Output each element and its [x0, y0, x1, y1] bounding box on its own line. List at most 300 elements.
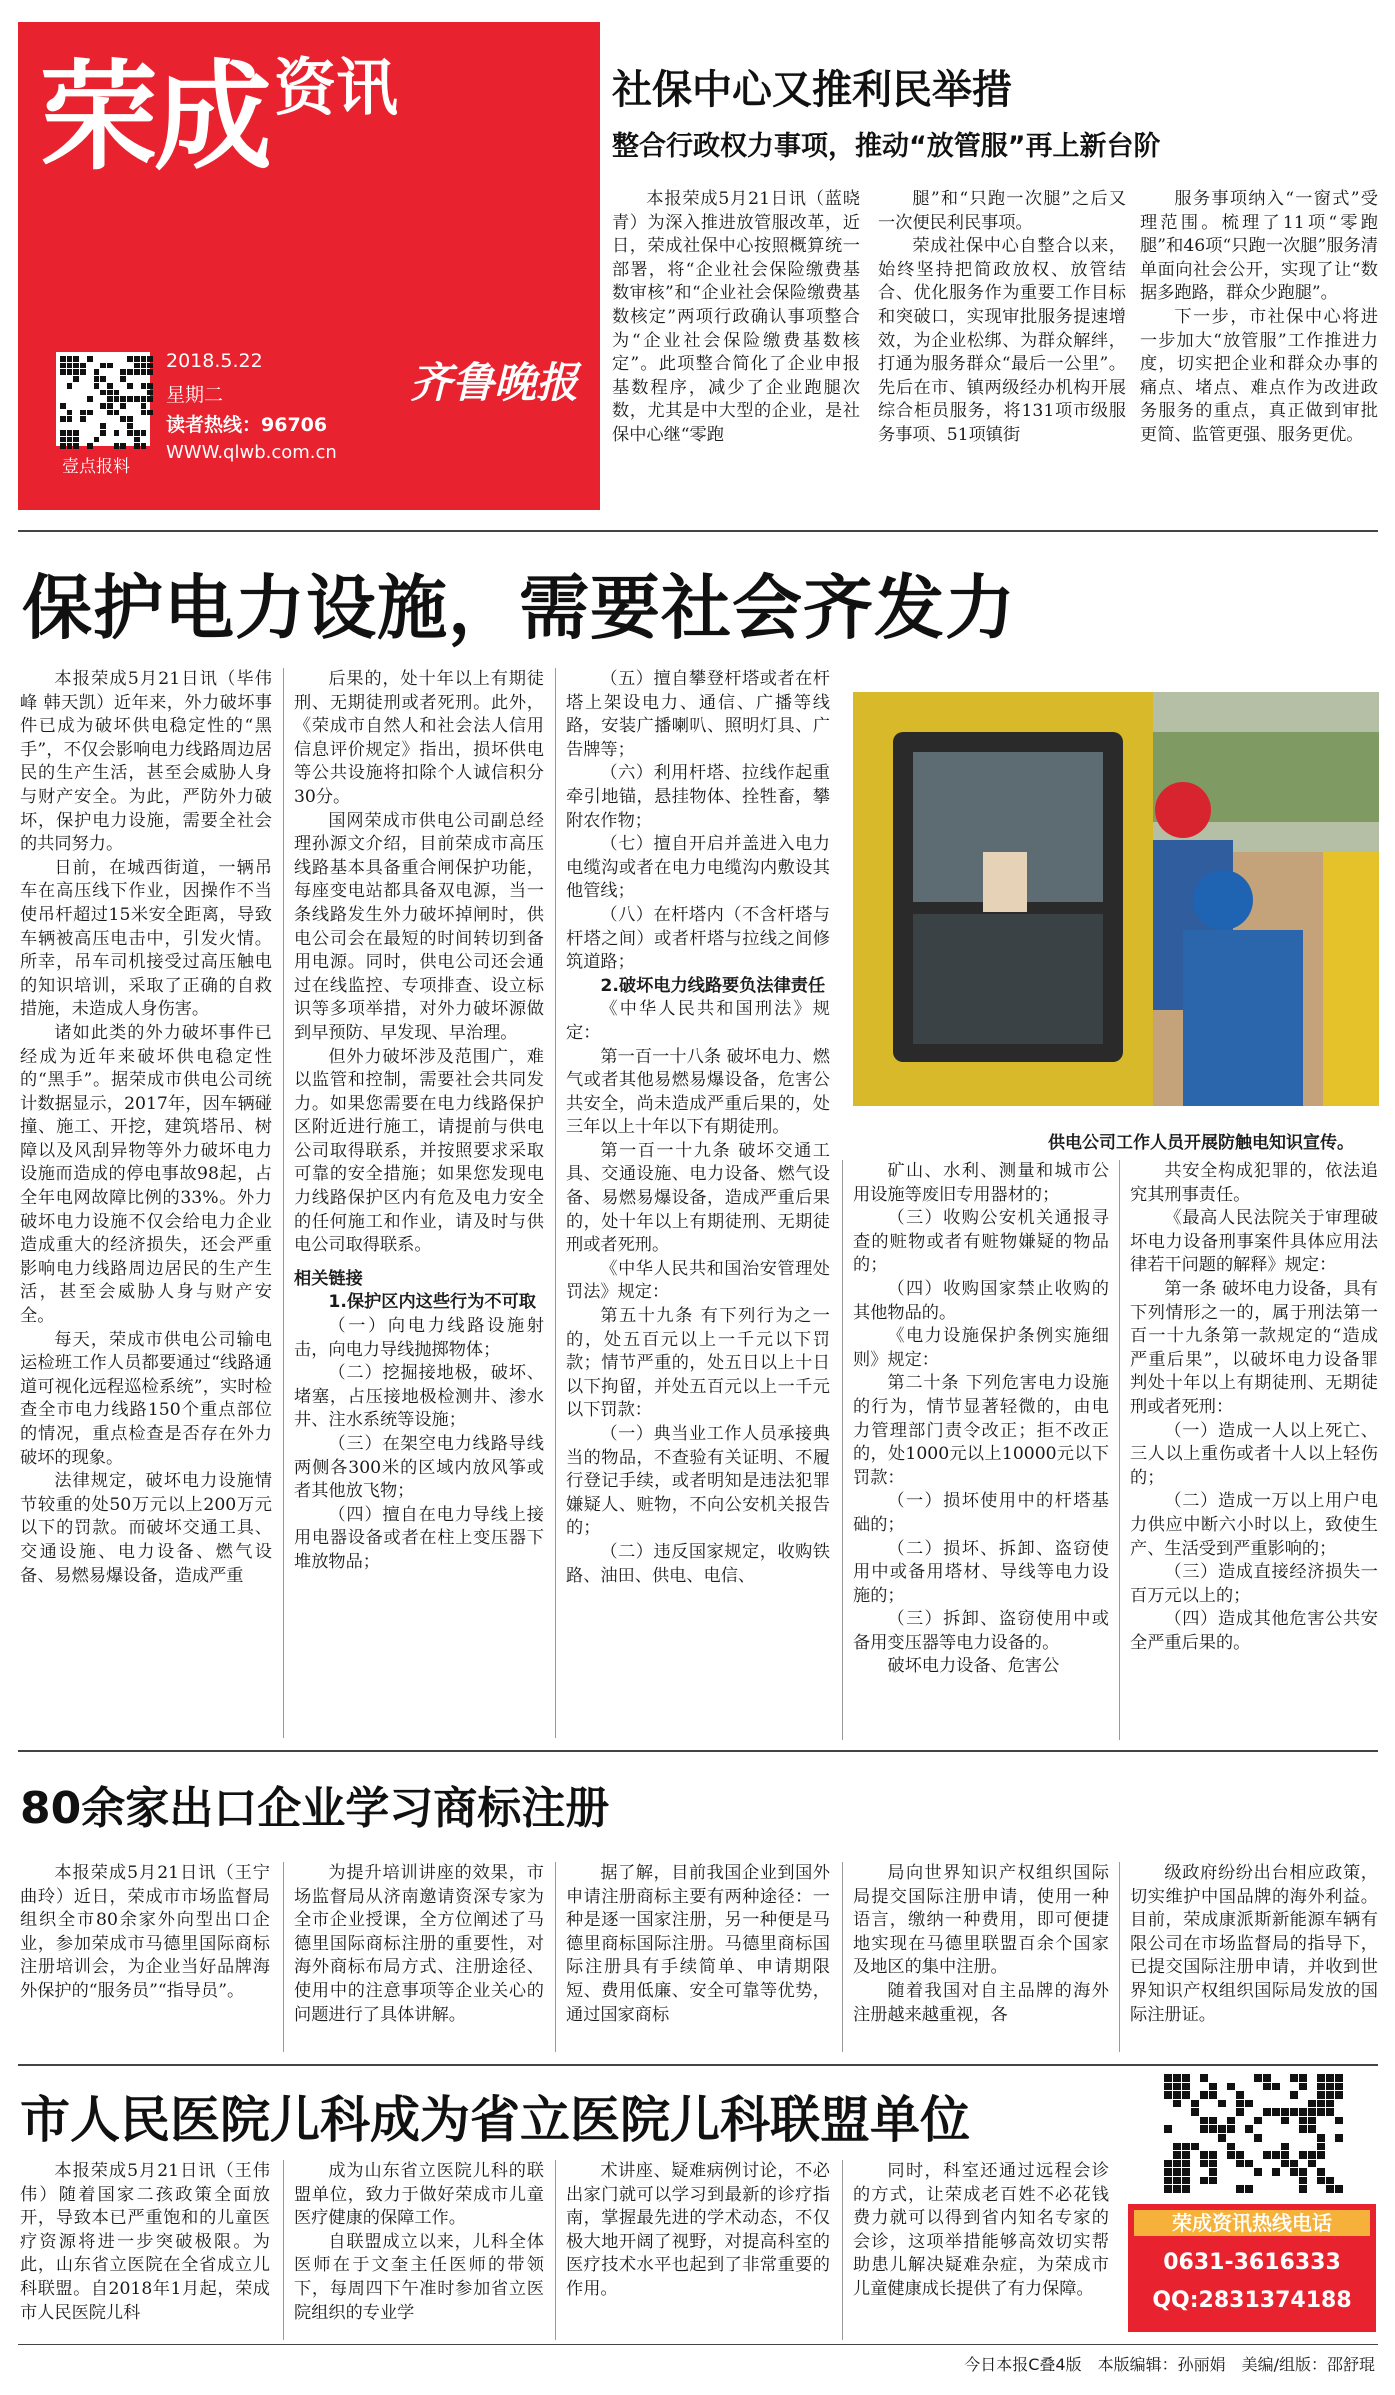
qr-module	[1335, 2083, 1343, 2091]
qr-module	[1191, 2100, 1199, 2108]
qr-code-icon	[1160, 2070, 1340, 2190]
paragraph: 国网荣成市供电公司副总经理孙源文介绍，目前荣成市高压线路基本具备重合闸保护功能，每座变电站都具备双电源，当一条线路发生外力破坏掉闸时，供电公司会在最短的时间转切到备用电源。同时，供电公司还会通过在线监控、专项排查、设立标识等多项举措，对外力破坏源做到早预防、早发现、早治理。	[294, 810, 544, 1043]
qr-module	[1182, 2185, 1190, 2193]
hotline-qq: QQ:2831374188	[1152, 2288, 1352, 2313]
qr-module	[1335, 2185, 1343, 2193]
qr-module	[1317, 2108, 1325, 2116]
qr-module	[1299, 2185, 1307, 2193]
qr-module	[134, 430, 140, 436]
qr-module	[1245, 2125, 1253, 2133]
qr-module	[147, 410, 153, 416]
qr-module	[1317, 2177, 1325, 2185]
paragraph: 《中华人民共和国治安管理处罚法》规定：	[566, 1258, 830, 1303]
paragraph: （六）利用杆塔、拉线作起重牵引地锚，悬挂物体、拴牲畜，攀附农作物；	[566, 763, 830, 831]
masthead-logo	[40, 48, 399, 186]
trademark-article-col-5	[1130, 1862, 1378, 2052]
qr-module	[1308, 2108, 1316, 2116]
qr-module	[1254, 2168, 1262, 2176]
social-article-title: 社保中心又推利民举措	[612, 67, 1012, 113]
qr-module	[127, 416, 133, 422]
page-footer: 今日本报C叠4版 本版编辑：孙丽娟 美编/组版：邵舒琨	[964, 2355, 1375, 2374]
logo-main-text: 荣成	[40, 48, 269, 186]
qr-module	[67, 356, 73, 362]
qr-module	[80, 416, 86, 422]
qr-module	[114, 443, 120, 449]
hotline-title: 荣成资讯热线电话	[1134, 2210, 1370, 2236]
qr-module	[1308, 2160, 1316, 2168]
paragraph: 成为山东省立医院儿科的联盟单位，致力于做好荣成市儿童医疗健康的保障工作。	[294, 2161, 544, 2229]
qr-module	[1227, 2117, 1235, 2125]
qr-module	[1209, 2117, 1217, 2125]
qr-module	[147, 396, 153, 402]
qr-module	[114, 410, 120, 416]
trademark-article-title: 80余家出口企业学习商标注册	[20, 1783, 610, 1834]
trademark-article-col-4	[853, 1862, 1109, 2052]
qr-module	[80, 369, 86, 375]
qr-module	[120, 403, 126, 409]
paragraph: 第一百一十九条 破坏交通工具、交通设施、电力设备、燃气设备、易燃易爆设备，造成严重后果的，处十年以上有期徒刑、无期徒刑或者死刑。	[566, 1140, 830, 1256]
qr-module	[1209, 2083, 1217, 2091]
qr-module	[114, 390, 120, 396]
qr-module	[94, 437, 100, 443]
paragraph: （一）损坏使用中的杆塔基础的；	[853, 1491, 1109, 1535]
social-article-col-2	[878, 188, 1126, 498]
related-links-section-1: 1.保护区内这些行为不可取	[328, 1292, 536, 1313]
paragraph: 矿山、水利、测量和城市公用设施等废旧专用器材的；	[853, 1161, 1109, 1205]
qr-module	[73, 437, 79, 443]
paragraph: 第五十九条 有下列行为之一的，处五百元以上一千元以下罚款；情节严重的，处五日以上十日以下拘留，并处五百元以上一千元以下罚款：	[566, 1306, 830, 1421]
qr-module	[67, 430, 73, 436]
qr-module	[73, 443, 79, 449]
paragraph: 《最高人民法院关于审理破坏电力设备刑事案件具体应用法律若干问题的解释》规定：	[1130, 1208, 1378, 1276]
paragraph: 后果的，处十年以上有期徒刑、无期徒刑或者死刑。此外，《荣成市自然人和社会法人信用信息评价规定》指出，损坏供电等公共设施将扣除个人诚信积分30分。	[294, 669, 544, 807]
column-divider	[1119, 1862, 1120, 2052]
qr-module	[60, 416, 66, 422]
paragraph: 诸如此类的外力破坏事件已经成为近年来破坏供电稳定性的“黑手”。据荣成市供电公司统计数据显示，2017年，因车辆碰撞、施工、开挖，建筑塔吊、树障以及风刮异物等外力破坏电力设施而造成的停电事故98起，占全年电网故障比例的33%。外力破坏电力设施不仅会给电力企业造成重大的经济损失，还会严重影响电力线路周边居民的生产生活，甚至会威胁人身与财产安全。	[20, 1022, 272, 1327]
worker-photo-image	[853, 692, 1379, 1106]
power-article-col-3	[566, 668, 830, 1738]
qr-module	[1245, 2100, 1253, 2108]
column-divider	[842, 1160, 843, 1740]
trademark-article-col-2	[294, 1862, 544, 2052]
paragraph: 为提升培训讲座的效果，市场监督局从济南邀请资深专家为全市企业授课，全方位阐述了马德里国际商标注册的重要性，对海外商标布局方式、注册途径、使用中的注意事项等企业关心的问题进行了具体讲解。	[294, 1863, 544, 2025]
paragraph: 本报荣成5月21日讯（毕伟峰 韩天凯）近年来，外力破坏事件已成为破坏供电稳定性的“黑手”，不仅会影响电力线路周边居民的生产生活，甚至会威胁人身与财产安全。为此，严防外力破坏，保护电力设施，需要全社会的共同努力。	[20, 669, 272, 855]
hospital-article-col-1	[20, 2160, 270, 2340]
qr-module	[1164, 2125, 1172, 2133]
qr-module	[60, 369, 66, 375]
qr-module	[1317, 2083, 1325, 2091]
news-photo	[853, 692, 1379, 1106]
paragraph: （二）违反国家规定，收购铁路、油田、供电、电信、	[566, 1541, 830, 1586]
qr-module	[87, 396, 93, 402]
qr-module	[1326, 2074, 1334, 2082]
qr-module	[1299, 2074, 1307, 2082]
qr-module	[67, 443, 73, 449]
qr-module	[1317, 2151, 1325, 2159]
qr-module	[1173, 2160, 1181, 2168]
paragraph: 但外力破坏涉及范围广，难以监管和控制，需要社会共同发力。如果您需要在电力线路保护区附近进行施工，请提前与供电公司取得联系，并按照要求采取可靠的安全措施；如果您发现电力线路保护区内有危及电力安全的任何施工和作业，请及时与供电公司取得联系。	[294, 1046, 544, 1256]
paragraph: 《电力设施保护条例实施细则》规定：	[853, 1326, 1109, 1370]
paragraph: （四）收购国家禁止收购的其他物品的。	[853, 1278, 1109, 1323]
qr-module	[1317, 2134, 1325, 2142]
paragraph: （二）造成一万以上用户电力供应中断六小时以上，致使生产、生活受到严重影响的；	[1130, 1491, 1378, 1559]
qr-module	[1173, 2100, 1181, 2108]
qr-module	[1200, 2160, 1208, 2168]
qr-module	[87, 356, 93, 362]
qr-module	[107, 396, 113, 402]
qr-module	[67, 416, 73, 422]
qr-module	[1173, 2151, 1181, 2159]
hospital-article-col-3	[566, 2160, 830, 2340]
qr-module	[1245, 2160, 1253, 2168]
qr-module	[1281, 2160, 1289, 2168]
qr-module	[67, 437, 73, 443]
qr-module	[114, 396, 120, 402]
qr-module	[1173, 2177, 1181, 2185]
paragraph: （三）拆卸、盗窃使用中或备用变压器等电力设备的。	[853, 1609, 1109, 1653]
qr-module	[1236, 2160, 1244, 2168]
qr-module	[1182, 2151, 1190, 2159]
qr-module	[67, 363, 73, 369]
paragraph: 随着我国对自主品牌的海外注册越来越重视，各	[853, 1980, 1109, 2025]
qr-module	[1299, 2168, 1307, 2176]
qr-module	[1254, 2074, 1262, 2082]
qr-module	[1290, 2091, 1298, 2099]
paragraph: 级政府纷纷出台相应政策，切实维护中国品牌的海外利益。目前，荣成康派斯新能源车辆有限公司在市场监督局的指导下，已提交国际注册申请，并收到世界知识产权组织国际局发放的国际注册证。	[1130, 1863, 1378, 2025]
qr-module	[1236, 2108, 1244, 2116]
qr-module	[1191, 2108, 1199, 2116]
column-divider	[842, 1862, 843, 2052]
qr-module	[1272, 2108, 1280, 2116]
qr-module	[1164, 2168, 1172, 2176]
qr-module	[1317, 2074, 1325, 2082]
qr-module	[1182, 2083, 1190, 2091]
qr-module	[127, 383, 133, 389]
qr-module	[1164, 2083, 1172, 2091]
qr-module	[60, 443, 66, 449]
paragraph: 同时，科室还通过远程会诊的方式，让荣成老百姓不必花钱费力就可以得到省内知名专家的会诊，这项举措能够高效切实帮助患儿解决疑难杂症，为荣成市儿童健康成长提供了有力保障。	[853, 2161, 1109, 2299]
partner-logo: 齐鲁晚报	[410, 358, 579, 407]
qr-module	[127, 369, 133, 375]
trademark-article-col-3	[566, 1862, 830, 2052]
qr-module	[134, 369, 140, 375]
qr-module	[147, 383, 153, 389]
qr-module	[1335, 2117, 1343, 2125]
logo-side-text: 资讯	[274, 51, 399, 124]
paragraph: 《中华人民共和国刑法》规定：	[566, 999, 830, 1043]
qr-module	[141, 396, 147, 402]
qr-module	[1173, 2143, 1181, 2151]
qr-module	[1263, 2151, 1271, 2159]
qr-module	[120, 443, 126, 449]
qr-module	[1209, 2168, 1217, 2176]
qr-module	[73, 376, 79, 382]
paragraph: （五）擅自攀登杆塔或者在杆塔上架设电力、通信、广播等线路，安装广播喇叭、照明灯具、广告牌等；	[566, 669, 830, 760]
column-divider	[555, 1862, 556, 2052]
paragraph: （二）损坏、拆卸、盗窃使用中或备用塔材、导线等电力设施的；	[853, 1538, 1109, 1606]
qr-module	[1182, 2168, 1190, 2176]
qr-module	[80, 363, 86, 369]
qr-module	[60, 403, 66, 409]
qr-module	[1209, 2091, 1217, 2099]
column-divider	[283, 2160, 284, 2340]
qr-module	[1326, 2177, 1334, 2185]
qr-module	[141, 363, 147, 369]
qr-module	[1200, 2091, 1208, 2099]
qr-module	[120, 369, 126, 375]
qr-module	[1290, 2074, 1298, 2082]
paragraph: 局向世界知识产权组织国际局提交国际注册申请，使用一种语言，缴纳一种费用，即可便捷地实现在马德里联盟百余个国家及地区的集中注册。	[853, 1863, 1109, 1978]
paragraph: 第一百一十八条 破坏电力、燃气或者其他易燃易爆设备，危害公共安全，尚未造成严重后果的，处三年以上十年以下有期徒刑。	[566, 1046, 830, 1138]
qr-module	[1317, 2100, 1325, 2108]
qr-module	[1281, 2143, 1289, 2151]
qr-module	[107, 410, 113, 416]
hotline-phone: 0631-3616333	[1163, 2250, 1341, 2275]
qr-module	[100, 390, 106, 396]
qr-module	[100, 430, 106, 436]
qr-module	[1308, 2125, 1316, 2133]
qr-module	[147, 363, 153, 369]
qr-module	[1182, 2177, 1190, 2185]
qr-module	[147, 369, 153, 375]
qr-module	[1200, 2177, 1208, 2185]
qr-module	[100, 363, 106, 369]
paragraph: 每天，荣成市供电公司输电运检班工作人员都要通过“线路通道可视化远程巡检系统”，实时检查全市电力线路150个重点部位的情况，重点检查是否存在外力破坏的现象。	[20, 1329, 272, 1468]
qr-module	[94, 383, 100, 389]
qr-module	[1227, 2083, 1235, 2091]
qr-module	[60, 437, 66, 443]
issue-date: 2018.5.22	[166, 350, 263, 372]
paragraph: 本报荣成5月21日讯（王宁 曲玲）近日，荣成市市场监督局组织全市80余家外向型出口企业，参加荣成市马德里国际商标注册培训会，为企业当好品牌海外保护的“服务员”“指导员”。	[20, 1863, 270, 2001]
qr-module	[1191, 2143, 1199, 2151]
qr-module	[1164, 2177, 1172, 2185]
qr-module	[1299, 2108, 1307, 2116]
paragraph: 下一步，市社保中心将进一步加大“放管服”工作推进力度，切实把企业和群众办事的痛点、堵点、难点作为改进政务服务的重点，真正做到审批更简、监管更强、服务更优。	[1140, 306, 1378, 445]
social-article-subtitle: 整合行政权力事项，推动“放管服”再上新台阶	[612, 131, 1161, 162]
paragraph: 法律规定，破坏电力设施情节较重的处50万元以上200万元以下的罚款。而破坏交通工具、交通设施、电力设备、燃气设备、易燃易爆设备，造成严重	[20, 1471, 272, 1586]
qr-module	[1227, 2143, 1235, 2151]
qr-module	[67, 410, 73, 416]
qr-module	[1335, 2134, 1343, 2142]
paragraph: 自联盟成立以来，儿科全体医师在于文奎主任医师的带领下，每周四下午准时参加省立医院组织的专业学	[294, 2231, 544, 2323]
qr-module	[1299, 2151, 1307, 2159]
qr-module	[141, 369, 147, 375]
qr-module	[1164, 2074, 1172, 2082]
column-divider	[283, 1862, 284, 2052]
qr-module	[1335, 2091, 1343, 2099]
qr-module	[127, 423, 133, 429]
qr-module	[1326, 2091, 1334, 2099]
qr-module	[1299, 2177, 1307, 2185]
qr-caption: 壹点报料	[62, 457, 130, 477]
qr-module	[1227, 2125, 1235, 2133]
qr-module	[60, 363, 66, 369]
paragraph: （八）在杆塔内（不含杆塔与杆塔之间）或者杆塔与拉线之间修筑道路；	[566, 904, 830, 973]
qr-module	[141, 410, 147, 416]
qr-module	[1308, 2117, 1316, 2125]
qr-module	[73, 430, 79, 436]
qr-module	[1200, 2151, 1208, 2159]
qr-module	[1182, 2143, 1190, 2151]
qr-module	[1326, 2083, 1334, 2091]
qr-module	[1200, 2074, 1208, 2082]
qr-module	[1218, 2100, 1226, 2108]
power-article-col-5	[1130, 1160, 1378, 1740]
qr-module	[1236, 2185, 1244, 2193]
qr-module	[127, 396, 133, 402]
qr-module	[1200, 2117, 1208, 2125]
qr-module	[1227, 2151, 1235, 2159]
qr-module	[1272, 2168, 1280, 2176]
qr-module	[1317, 2168, 1325, 2176]
social-article-col-3	[1140, 188, 1378, 498]
qr-module	[100, 403, 106, 409]
qr-module	[1173, 2185, 1181, 2193]
qr-module	[107, 383, 113, 389]
qr-module	[1335, 2074, 1343, 2082]
paragraph: （一）典当业工作人员承接典当的物品，不查验有关证明、不履行登记手续，或者明知是违法犯罪嫌疑人、赃物，不向公安机关报告的；	[566, 1424, 830, 1539]
qr-module	[1326, 2108, 1334, 2116]
qr-module	[107, 390, 113, 396]
qr-module	[1209, 2177, 1217, 2185]
qr-module	[1200, 2125, 1208, 2133]
qr-module	[1164, 2185, 1172, 2193]
qr-module	[1290, 2160, 1298, 2168]
paragraph: （二）挖掘接地极，破坏、堵塞，占压接地极检测井、渗水井、注水系统等设施；	[294, 1363, 544, 1431]
qr-module	[1272, 2151, 1280, 2159]
paragraph: （三）造成直接经济损失一百万元以上的；	[1130, 1562, 1378, 1606]
paragraph: 第二十条 下列危害电力设施的行为，情节显著轻微的，由电力管理部门责令改正；拒不改正的，处1000元以上10000元以下罚款：	[853, 1373, 1109, 1488]
paragraph: 荣成社保中心自整合以来，始终坚持把简政放权、放管结合、优化服务作为重要工作目标和突破口，实现审批服务提速增效，为企业松绑、为群众解绊，打通为服务群众“最后一公里”。先后在市、镇两级经办机构开展综合柜员服务，将131项市级服务事项、51项镇街	[878, 236, 1126, 445]
divider-rule	[18, 2064, 1378, 2066]
paragraph: 腿”和“只跑一次腿”之后又一次便民利民事项。	[878, 189, 1126, 233]
qr-module	[1164, 2091, 1172, 2099]
qr-module	[1272, 2083, 1280, 2091]
paragraph: （三）收购公安机关通报寻查的赃物或者有赃物嫌疑的物品的；	[853, 1208, 1109, 1276]
qr-module	[1173, 2083, 1181, 2091]
qr-module	[87, 410, 93, 416]
paragraph: （一）向电力线路设施射击，向电力导线抛掷物体；	[294, 1316, 544, 1360]
photo-caption: 供电公司工作人员开展防触电知识宣传。	[1048, 1133, 1354, 1153]
qr-module	[134, 443, 140, 449]
qr-module	[1290, 2108, 1298, 2116]
hospital-article-title: 市人民医院儿科成为省立医院儿科联盟单位	[20, 2091, 970, 2149]
paragraph: 日前，在城西街道，一辆吊车在高压线下作业，因操作不当使吊杆超过15米安全距离，导致车辆被高压电击中，引发火情。所幸，吊车司机接受过高压触电的知识培训，采取了正确的自救措施，未造成人身伤害。	[20, 857, 272, 1020]
column-divider	[283, 668, 284, 1738]
power-article-title: 保护电力设施，需要社会齐发力	[22, 567, 1016, 649]
qr-module	[1326, 2100, 1334, 2108]
paragraph: （四）造成其他危害公共安全严重后果的。	[1130, 1609, 1378, 1653]
qr-module	[1317, 2091, 1325, 2099]
qr-module	[100, 376, 106, 382]
qr-module	[1308, 2151, 1316, 2159]
qr-module	[1263, 2108, 1271, 2116]
qr-module	[1290, 2168, 1298, 2176]
qr-module	[134, 437, 140, 443]
paragraph: 服务事项纳入“一窗式”受理范围。梳理了11项“零跑腿”和46项“只跑一次腿”服务清单面向社会公开，实现了让“数据多跑路，群众少跑腿”。	[1140, 189, 1378, 304]
qr-module	[87, 443, 93, 449]
qr-module	[67, 383, 73, 389]
qr-module	[1236, 2091, 1244, 2099]
qr-module	[107, 363, 113, 369]
qr-module	[147, 356, 153, 362]
power-article-col-4	[853, 1160, 1109, 1740]
paragraph: 第一条 破坏电力设备，具有下列情形之一的，属于刑法第一百一十九条第一款规定的“造成严重后果”，以破坏电力设备罪判处十年以上有期徒刑、无期徒刑或者死刑：	[1130, 1278, 1378, 1417]
paragraph: （一）造成一人以上死亡、三人以上重伤或者十人以上轻伤的；	[1130, 1420, 1378, 1488]
qr-module	[60, 356, 66, 362]
qr-module	[120, 376, 126, 382]
paragraph: 共安全构成犯罪的，依法追究其刑事责任。	[1130, 1161, 1378, 1205]
qr-module	[141, 356, 147, 362]
qr-code-icon	[56, 352, 150, 446]
qr-module	[67, 369, 73, 375]
qr-module	[1218, 2125, 1226, 2133]
qr-module	[107, 403, 113, 409]
qr-module	[73, 356, 79, 362]
qr-module	[1164, 2160, 1172, 2168]
qr-module	[127, 356, 133, 362]
qr-module	[134, 396, 140, 402]
qr-module	[120, 396, 126, 402]
qr-module	[134, 363, 140, 369]
hospital-article-col-2	[294, 2160, 544, 2340]
qr-module	[1182, 2074, 1190, 2082]
qr-module	[1299, 2125, 1307, 2133]
qr-module	[80, 410, 86, 416]
qr-module	[1263, 2074, 1271, 2082]
qr-module	[100, 423, 106, 429]
qr-module	[1236, 2100, 1244, 2108]
qr-module	[1173, 2074, 1181, 2082]
qr-module	[1281, 2108, 1289, 2116]
qr-module	[94, 376, 100, 382]
qr-module	[141, 383, 147, 389]
qr-module	[73, 363, 79, 369]
paragraph: （七）擅自开启并盖进入电力电缆沟或者在电力电缆沟内敷设其他管线；	[566, 834, 830, 902]
column-divider	[842, 2160, 843, 2340]
qr-module	[1173, 2091, 1181, 2099]
paragraph: 术讲座、疑难病例讨论，不必出家门就可以学习到最新的诊疗指南，掌握最先进的学术动态，不仅极大地开阔了视野，对提高科室的医疗技术水平也起到了非常重要的作用。	[566, 2161, 830, 2299]
related-links-title: 相关链接	[294, 1268, 363, 1289]
paragraph: 破坏电力设备、危害公	[887, 1656, 1060, 1677]
qr-module	[1209, 2160, 1217, 2168]
qr-module	[1236, 2151, 1244, 2159]
paragraph: 据了解，目前我国企业到国外申请注册商标主要有两种途径：一种是逐一国家注册，另一种便是马德里商标国际注册。马德里商标国际注册具有手续简单、申请期限短、费用低廉、安全可靠等优势，通过国家商标	[566, 1863, 830, 2025]
qr-module	[141, 443, 147, 449]
qr-module	[1326, 2185, 1334, 2193]
reader-hotline: 读者热线：96706	[166, 414, 328, 436]
paragraph: （三）在架空电力线路导线两侧各300米的区域内放风筝或者其他放飞物；	[294, 1434, 544, 1502]
qr-module	[1182, 2091, 1190, 2099]
trademark-article-col-1	[20, 1862, 270, 2052]
qr-module	[127, 430, 133, 436]
power-article-col-2	[294, 668, 544, 1738]
qr-module	[1209, 2151, 1217, 2159]
column-divider	[1119, 1160, 1120, 1740]
qr-module	[1254, 2117, 1262, 2125]
qr-module	[147, 390, 153, 396]
qr-module	[134, 356, 140, 362]
column-divider	[555, 2160, 556, 2340]
hospital-article-col-4	[853, 2160, 1109, 2340]
qr-module	[141, 430, 147, 436]
paragraph: （四）擅自在电力导线上接用电器设备或者在柱上变压器下堆放物品；	[294, 1504, 544, 1572]
divider-rule	[18, 1750, 1378, 1752]
qr-module	[120, 416, 126, 422]
qr-module	[141, 403, 147, 409]
qr-module	[1281, 2151, 1289, 2159]
qr-module	[1299, 2117, 1307, 2125]
